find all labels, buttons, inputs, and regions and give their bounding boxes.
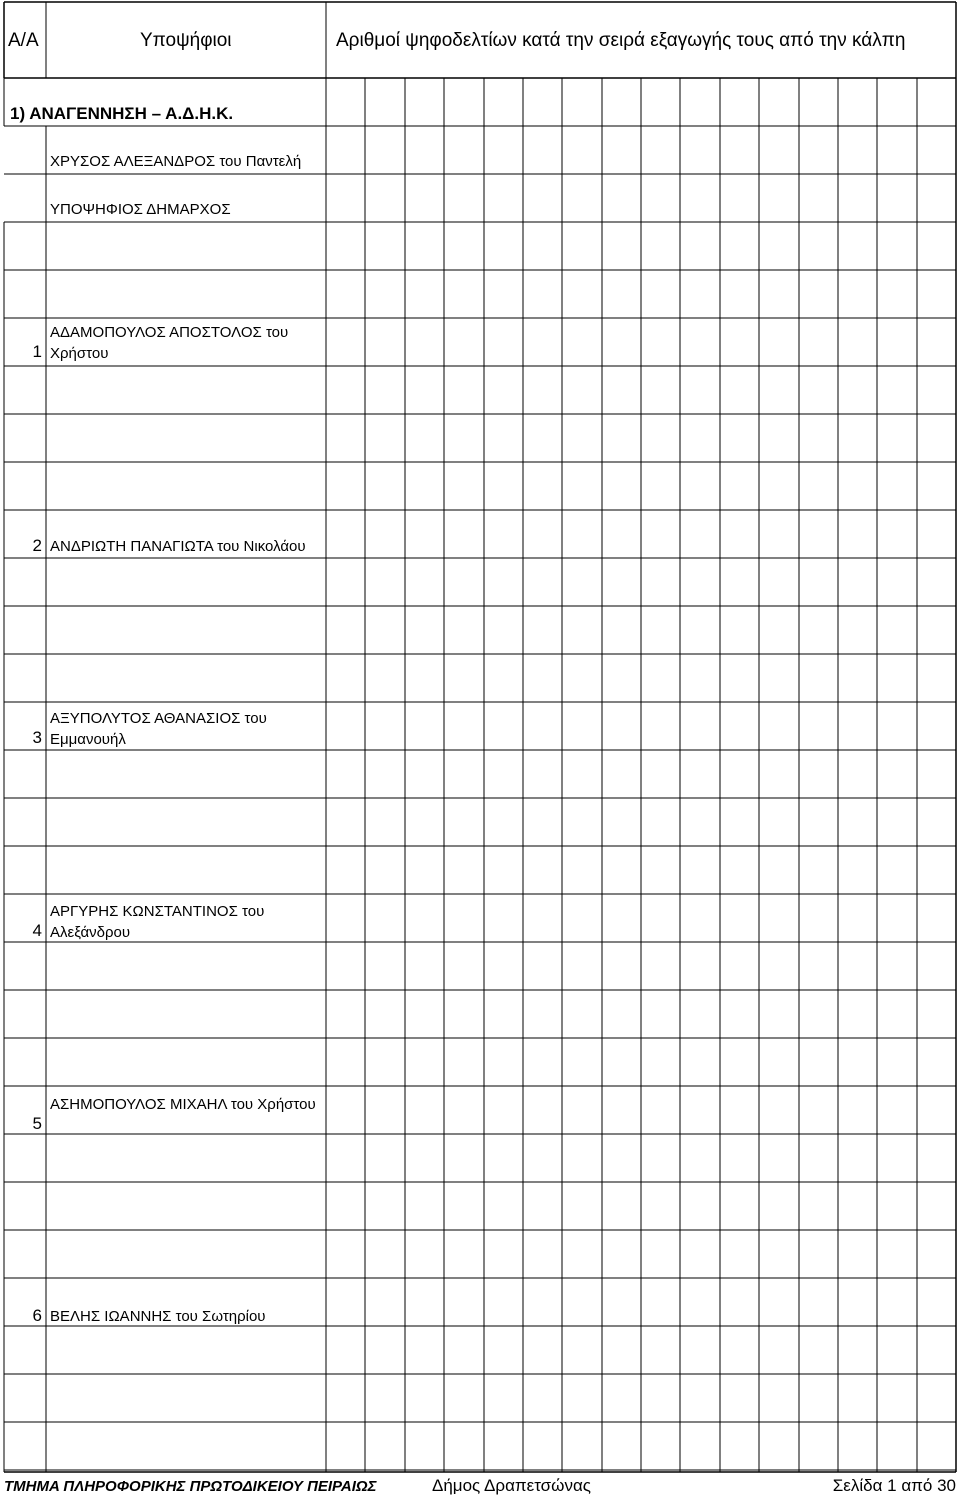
footer-page-number: Σελίδα 1 από 30 [832, 1476, 956, 1495]
candidate-number: 3 [32, 728, 42, 747]
footer-department: ΤΜΗΜΑ ΠΛΗΡΟΦΟΡΙΚΗΣ ΠΡΩΤΟΔΙΚΕΙΟΥ ΠΕΙΡΑΙΩΣ [4, 1478, 377, 1495]
footer-municipality: Δήμος Δραπετσώνας [432, 1476, 591, 1495]
header-candidates: Υποψήφιοι [140, 30, 232, 51]
candidate-number: 5 [32, 1114, 42, 1133]
party-title: 1) ΑΝΑΓΕΝΝΗΣΗ – Α.Δ.Η.Κ. [10, 104, 234, 123]
candidate-name: ΑΝΔΡΙΩΤΗ ΠΑΝΑΓΙΩΤΑ του Νικολάου [50, 538, 306, 555]
party-leader-role: ΥΠΟΨΗΦΙΟΣ ΔΗΜΑΡΧΟΣ [50, 201, 231, 218]
candidate-name: ΒΕΛΗΣ ΙΩΑΝΝΗΣ του Σωτηρίου [50, 1308, 266, 1325]
header-aa: Α/Α [8, 30, 39, 51]
candidate-name: ΑΔΑΜΟΠΟΥΛΟΣ ΑΠΟΣΤΟΛΟΣ του Χρήστου [50, 324, 289, 362]
candidate-number: 2 [32, 536, 42, 555]
candidate-name: ΑΞΥΠΟΛΥΤΟΣ ΑΘΑΝΑΣΙΟΣ του Εμμανουήλ [50, 710, 267, 748]
candidate-name: ΑΣΗΜΟΠΟΥΛΟΣ ΜΙΧΑΗΛ του Χρήστου [50, 1096, 316, 1113]
header-ballots: Αριθμοί ψηφοδελτίων κατά την σειρά εξαγωγής τους από την κάλπη [336, 30, 906, 51]
candidate-number: 4 [32, 921, 42, 940]
candidate-number: 6 [32, 1306, 42, 1325]
candidate-number: 1 [32, 342, 42, 361]
candidate-name: ΑΡΓΥΡΗΣ ΚΩΝΣΤΑΝΤΙΝΟΣ του Αλεξάνδρου [50, 903, 265, 941]
party-leader: ΧΡΥΣΟΣ ΑΛΕΞΑΝΔΡΟΣ του Παντελή [50, 153, 302, 170]
